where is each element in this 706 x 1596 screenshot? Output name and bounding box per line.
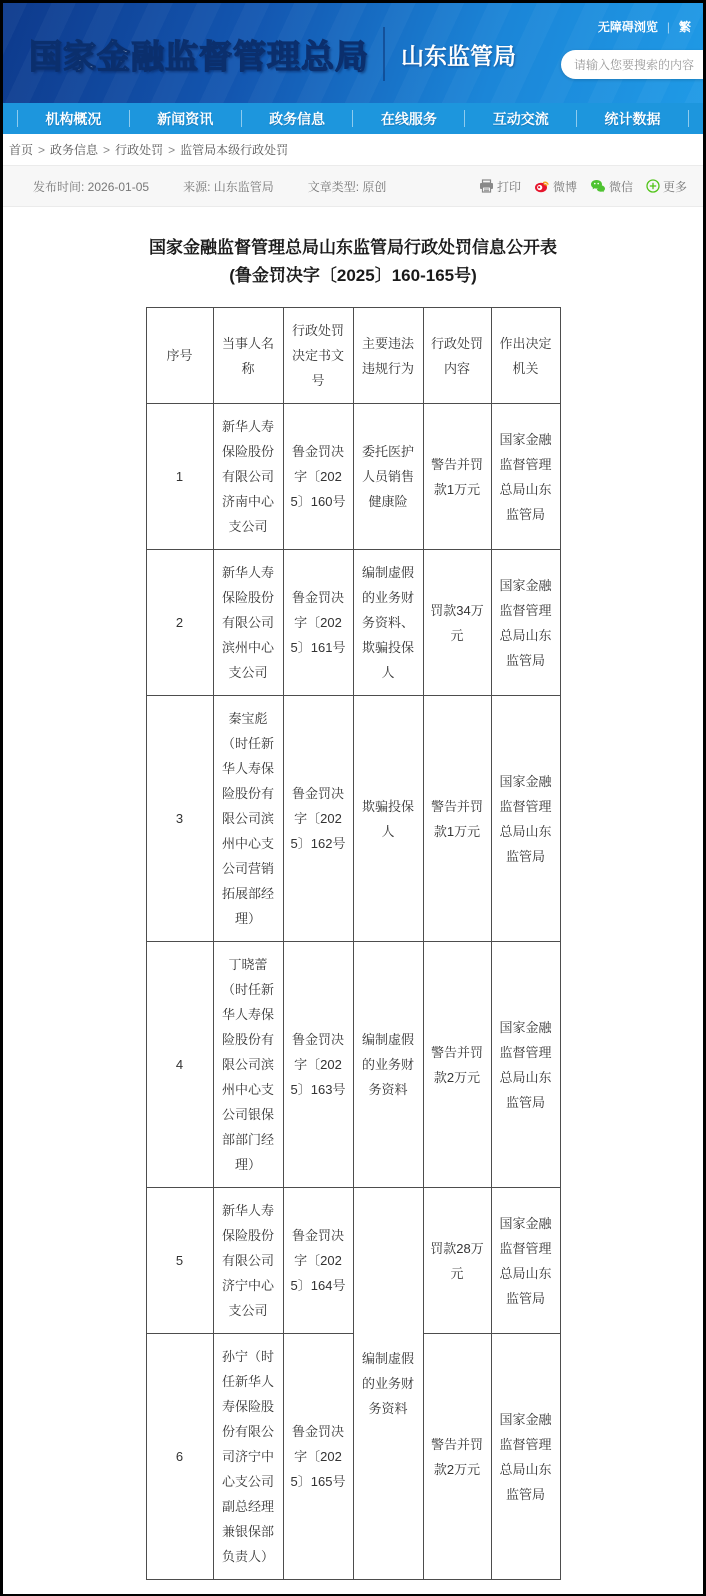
nav-item-news[interactable]: 新闻资讯 — [157, 110, 214, 127]
accessibility-link[interactable]: 无障碍浏览 — [597, 20, 658, 34]
col-header-penalty: 行政处罚内容 — [423, 308, 491, 404]
cell-doc-no: 鲁金罚决字〔2025〕163号 — [283, 942, 353, 1188]
col-header-seq: 序号 — [146, 308, 213, 404]
table-row — [146, 404, 560, 550]
cell-violation: 委托医护人员销售健康险 — [353, 404, 423, 550]
cell-seq: 6 — [146, 1334, 213, 1580]
page-title-line1: 国家金融监督管理总局山东监管局行政处罚信息公开表 — [149, 238, 557, 257]
table-row — [146, 942, 560, 1188]
article-type: 文章类型: 原创 — [307, 179, 387, 194]
page-title-line2: (鲁金罚决字〔2025〕160-165号) — [229, 266, 477, 285]
cell-penalty: 警告并罚款1万元 — [423, 404, 491, 550]
weibo-icon — [534, 179, 550, 193]
branch-title: 山东监管局 — [401, 42, 516, 69]
table-row — [146, 696, 560, 942]
more-label: 更多 — [662, 179, 687, 194]
nav-item-org-overview[interactable]: 机构概况 — [45, 110, 102, 127]
cell-doc-no: 鲁金罚决字〔2025〕161号 — [283, 550, 353, 696]
wechat-label: 微信 — [608, 179, 633, 194]
weibo-share-button[interactable] — [534, 178, 577, 195]
cell-seq: 2 — [146, 550, 213, 696]
col-header-authority: 作出决定机关 — [491, 308, 560, 404]
cell-seq: 4 — [146, 942, 213, 1188]
table-row — [146, 550, 560, 696]
printer-icon — [479, 179, 494, 193]
article-meta-bar — [3, 165, 703, 207]
top-links-separator: | — [666, 19, 670, 34]
cell-doc-no: 鲁金罚决字〔2025〕162号 — [283, 696, 353, 942]
more-share-button[interactable] — [646, 178, 687, 195]
nav-item-gov-info[interactable]: 政务信息 — [269, 110, 326, 127]
cell-violation: 编制虚假的业务财务资料、欺骗投保人 — [353, 550, 423, 696]
col-header-party: 当事人名称 — [213, 308, 283, 404]
breadcrumb-home[interactable]: 首页 — [9, 143, 34, 157]
nav-item-interaction[interactable]: 互动交流 — [492, 110, 549, 127]
cell-doc-no: 鲁金罚决字〔2025〕165号 — [283, 1334, 353, 1580]
plus-circle-icon — [646, 179, 660, 193]
cell-violation-merged: 编制虚假的业务财务资料 — [353, 1188, 423, 1580]
col-header-violation: 主要违法违规行为 — [353, 308, 423, 404]
table-header-row — [146, 308, 560, 404]
cell-penalty: 警告并罚款1万元 — [423, 696, 491, 942]
col-header-doc-no: 行政处罚决定书文号 — [283, 308, 353, 404]
search-box — [561, 50, 703, 79]
cell-penalty: 警告并罚款2万元 — [423, 942, 491, 1188]
nav-separator — [688, 110, 689, 127]
cell-penalty: 罚款34万元 — [423, 550, 491, 696]
site-logo-title: 国家金融监督管理总局 — [29, 37, 369, 75]
cell-party: 新华人寿保险股份有限公司济南中心支公司 — [213, 404, 283, 550]
publish-time: 发布时间: 2026-01-05 — [33, 179, 150, 194]
article-source: 来源: 山东监管局 — [183, 179, 274, 194]
print-button[interactable] — [479, 178, 521, 195]
traditional-chinese-link[interactable]: 繁 — [678, 20, 691, 34]
cell-violation: 欺骗投保人 — [353, 696, 423, 942]
cell-authority: 国家金融监督管理总局山东监管局 — [491, 1334, 560, 1580]
wechat-icon — [590, 179, 606, 193]
breadcrumb-gov-info[interactable]: 政务信息 — [50, 143, 99, 157]
cell-party: 新华人寿保险股份有限公司济宁中心支公司 — [213, 1188, 283, 1334]
cell-authority: 国家金融监督管理总局山东监管局 — [491, 404, 560, 550]
cell-doc-no: 鲁金罚决字〔2025〕160号 — [283, 404, 353, 550]
cell-authority: 国家金融监督管理总局山东监管局 — [491, 696, 560, 942]
table-row — [146, 1188, 560, 1334]
search-input[interactable] — [574, 58, 694, 72]
penalty-table — [146, 307, 561, 1580]
share-group — [479, 178, 687, 195]
wechat-share-button[interactable] — [590, 178, 633, 195]
cell-penalty: 罚款28万元 — [423, 1188, 491, 1334]
cell-penalty: 警告并罚款2万元 — [423, 1334, 491, 1580]
nav-item-online-service[interactable]: 在线服务 — [380, 110, 437, 127]
weibo-label: 微博 — [552, 179, 577, 194]
breadcrumb — [3, 134, 703, 165]
logo-divider — [383, 27, 385, 81]
breadcrumb-separator: > — [168, 142, 176, 157]
cell-party: 丁晓蕾（时任新华人寿保险股份有限公司滨州中心支公司银保部部门经理） — [213, 942, 283, 1188]
cell-party: 孙宁（时任新华人寿保险股份有限公司济宁中心支公司副总经理兼银保部负责人） — [213, 1334, 283, 1580]
cell-authority: 国家金融监督管理总局山东监管局 — [491, 550, 560, 696]
nav-item-statistics[interactable]: 统计数据 — [604, 110, 661, 127]
logo-row — [29, 27, 516, 81]
cell-seq: 1 — [146, 404, 213, 550]
breadcrumb-separator: > — [103, 142, 111, 157]
cell-seq: 3 — [146, 696, 213, 942]
main-nav — [3, 103, 703, 134]
cell-party: 秦宝彪（时任新华人寿保险股份有限公司滨州中心支公司营销拓展部经理） — [213, 696, 283, 942]
print-label: 打印 — [496, 179, 521, 194]
cell-violation: 编制虚假的业务财务资料 — [353, 942, 423, 1188]
cell-authority: 国家金融监督管理总局山东监管局 — [491, 942, 560, 1188]
breadcrumb-bureau-level-penalty[interactable]: 监管局本级行政处罚 — [180, 143, 289, 157]
site-header — [3, 3, 703, 103]
breadcrumb-penalty[interactable]: 行政处罚 — [115, 143, 164, 157]
cell-authority: 国家金融监督管理总局山东监管局 — [491, 1188, 560, 1334]
breadcrumb-separator: > — [38, 142, 46, 157]
cell-seq: 5 — [146, 1188, 213, 1334]
header-top-links — [598, 18, 691, 35]
cell-doc-no: 鲁金罚决字〔2025〕164号 — [283, 1188, 353, 1334]
page-title — [3, 234, 703, 290]
cell-party: 新华人寿保险股份有限公司滨州中心支公司 — [213, 550, 283, 696]
